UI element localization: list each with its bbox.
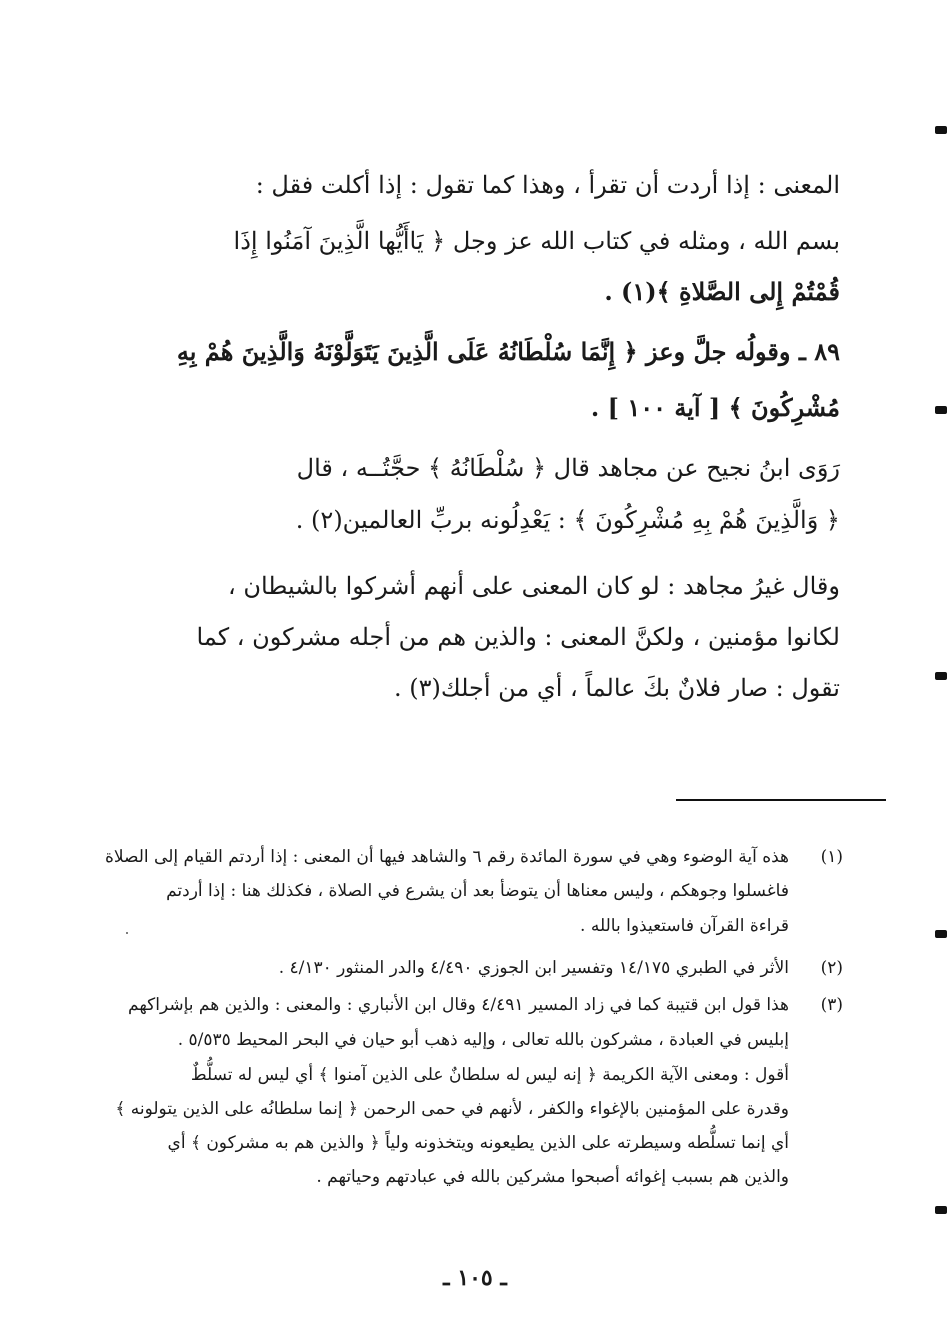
footnote-number-1: (١) — [820, 847, 843, 867]
p1-line-2: بسم الله ، ومثله في كتاب الله عز وجل ﴿ يَاأَيُّها الَّذِينَ آمَنُوا إِذَا — [233, 227, 840, 255]
footnote-number-2: (٢) — [820, 958, 843, 978]
footnote-3-line-4: وقدرة على المؤمنين بالإغواء والكفر ، لأنهم في حمى الرحمن ﴿ إنما سلطانُه على الذين يتولونه ﴾ — [115, 1099, 789, 1119]
p4-line-1: وقال غيرُ مجاهد : لو كان المعنى على أنهم أشركوا بالشيطان ، — [227, 572, 840, 600]
footnote-number-3: (٣) — [820, 995, 843, 1015]
edge-mark — [935, 1206, 947, 1214]
footnote-1-line-1: هذه آية الوضوء وهي في سورة المائدة رقم ٦ والشاهد فيها أن المعنى : إذا أردتم القيام إلى الصلاة — [104, 847, 789, 867]
footnote-3-line-2: إبليس في العبادة ، مشركون بالله تعالى ، وإليه ذهب أبو حيان في البحر المحيط ٥/٥٣٥ . — [177, 1030, 789, 1050]
p3-line-1: رَوَى ابنُ نجيح عن مجاهد قال ﴿ سُلْطَانُهُ ﴾ حجَّتُــه ، قال — [296, 454, 840, 482]
edge-mark — [935, 406, 947, 414]
edge-mark — [935, 930, 947, 938]
p4-line-3: تقول : صار فلانٌ بكَ عالماً ، أي من أجلك(٣) . — [393, 674, 840, 702]
footnote-1-line-2: فاغسلوا وجوهكم ، وليس معناها أن يتوضأ بعد أن يشرع في الصلاة ، فكذلك هنا : إذا أردتم — [166, 881, 789, 901]
p2-line-2: مُشْرِكُونَ ﴾ [ آية ١٠٠ ] . — [590, 393, 840, 422]
edge-mark — [935, 672, 947, 680]
p4-line-2: لكانوا مؤمنين ، ولكنَّ المعنى : والذين هم من أجله مشركون ، كما — [196, 623, 840, 651]
p2-line-1: ٨٩ ـ وقولُه جلَّ وعز ﴿ إِنَّمَا سُلْطَانُهُ عَلَى الَّذِينَ يَتَوَلَّوْنَهُ وَالَّذِينَ هُمْ بِهِ — [176, 337, 840, 366]
p3-line-2: ﴿ وَالَّذِينَ هُمْ بِهِ مُشْرِكُونَ ﴾ : يَعْدِلُونه بربِّ العالمين(٢) . — [295, 506, 840, 534]
footnote-rule — [676, 799, 886, 801]
footnote-2-line-1: الأثر في الطبري ١٤/١٧٥ وتفسير ابن الجوزي ٤/٤٩٠ والدر المنثور ٤/١٣٠ . — [278, 958, 789, 978]
page-number: ـ ١٠٥ ـ — [443, 1265, 507, 1291]
footnote-3-line-3: أقول : ومعنى الآية الكريمة ﴿ إنه ليس له سلطانٌ على الذين آمنوا ﴾ أي ليس له تسلُّطٌ — [190, 1065, 789, 1085]
edge-mark — [935, 126, 947, 134]
p1-line-1: المعنى : إذا أردت أن تقرأ ، وهذا كما تقول : إذا أكلت فقل : — [255, 171, 840, 199]
scan-speck — [126, 932, 128, 934]
footnote-3-line-1: هذا قول ابن قتيبة كما في زاد المسير ٤/٤٩١ وقال ابن الأنباري : والمعنى : والذين هم بإشراكهم — [128, 995, 789, 1015]
footnote-3-line-6: والذين هم بسبب إغوائه أصبحوا مشركين بالله في عبادتهم وحياتهم . — [316, 1167, 789, 1187]
footnote-3-line-5: أي إنما تسلُّطه وسيطرته على الذين يطيعونه ويتخذونه ولياً ﴿ والذين هم به مشركون ﴾ أي — [167, 1133, 789, 1153]
footnote-1-line-3: قراءة القرآن فاستعيذوا بالله . — [580, 916, 789, 936]
p1-line-3: قُمْتُمْ إِلى الصَّلاةِ ﴾(١) . — [604, 277, 840, 306]
